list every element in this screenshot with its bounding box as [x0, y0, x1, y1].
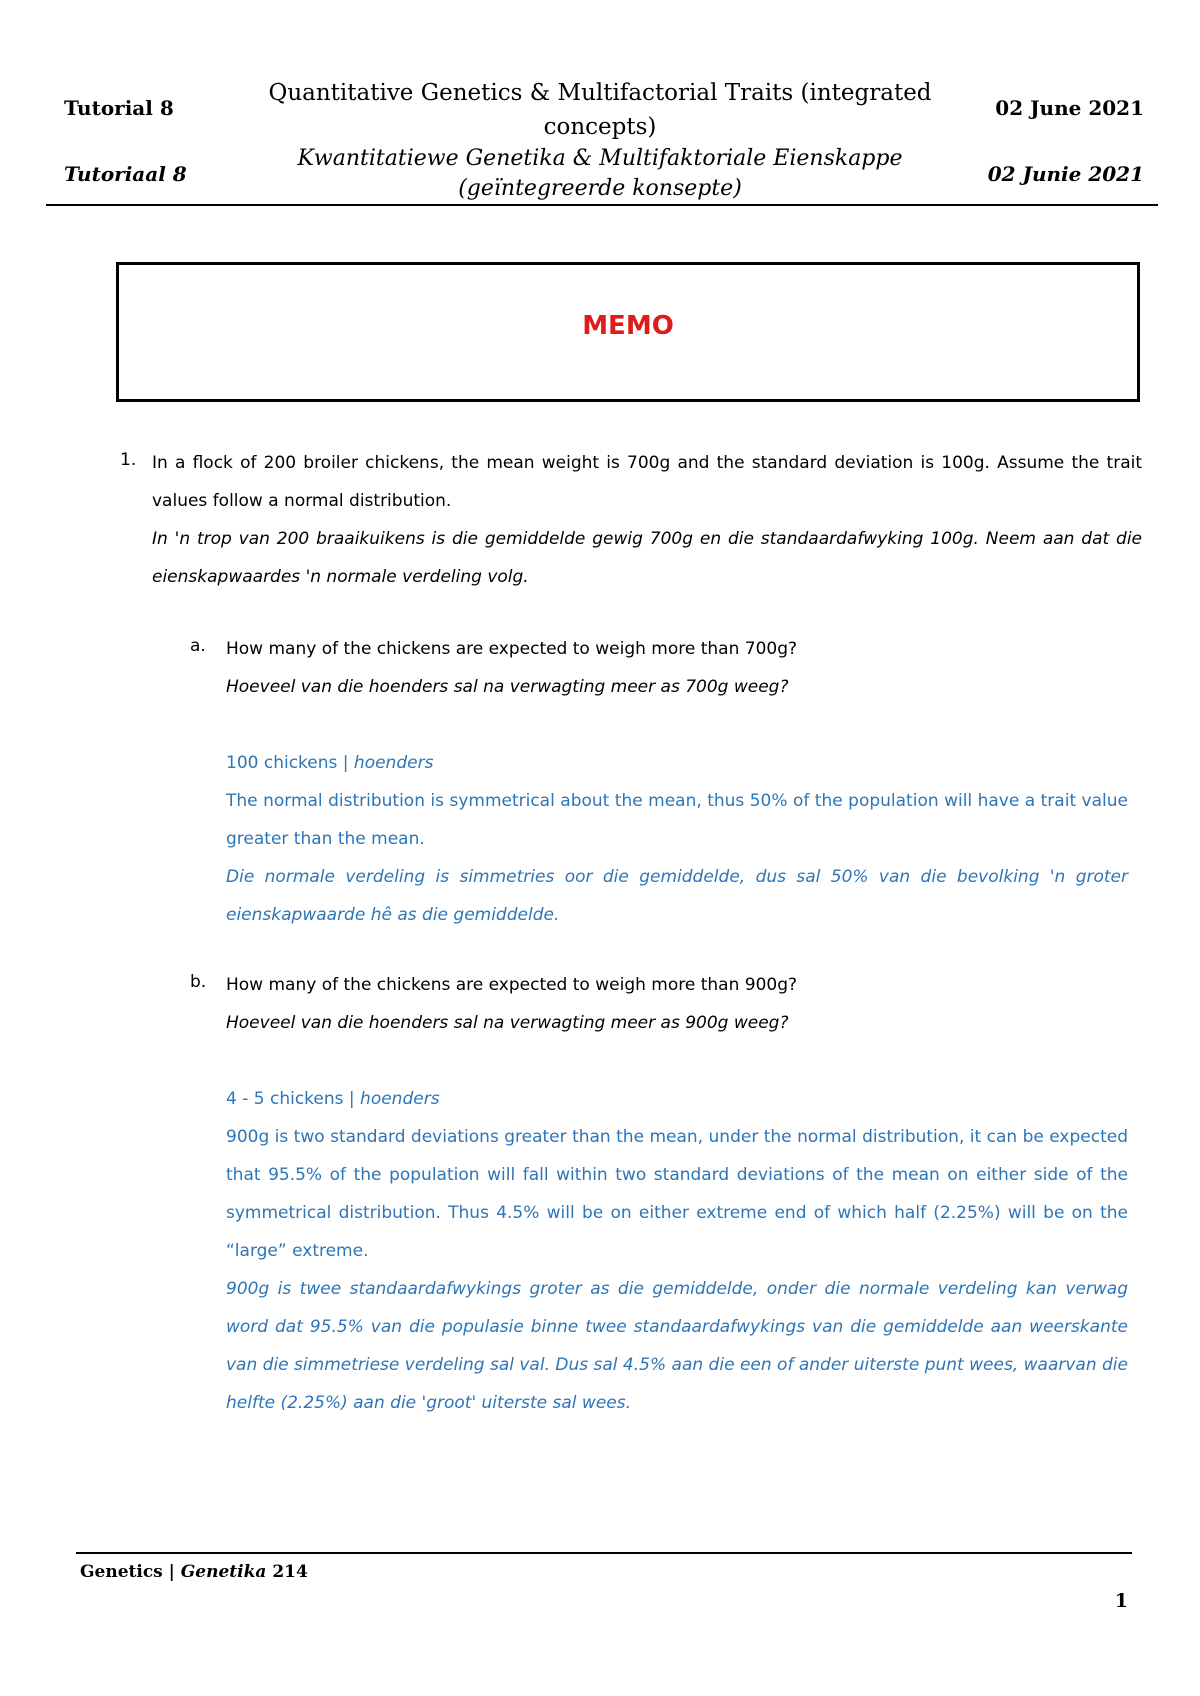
subquestion-b	[226, 966, 1128, 1042]
answer-b-af: hoenders	[360, 1089, 440, 1109]
subquestion-a	[226, 630, 1128, 706]
subquestion-a-text-en: How many of the chickens are expected to weigh more than 700g?	[226, 639, 798, 659]
answer-a-summary	[226, 744, 1128, 782]
subquestion-b-answer	[226, 1080, 1128, 1422]
subquestion-b-text-af: Hoeveel van die hoenders sal na verwagting meer as 900g weeg?	[226, 1013, 789, 1033]
subquestion-a-answer	[226, 744, 1128, 934]
question-text	[152, 444, 1142, 596]
footer-divider	[76, 1552, 1132, 1554]
document-date-af: 02 Junie 2021	[987, 162, 1144, 186]
answer-a-separator: |	[337, 753, 354, 773]
answer-b-en: 4 - 5 chickens	[226, 1089, 344, 1109]
document-title: Quantitative Genetics & Multifactorial Traits (integrated concepts)	[268, 80, 932, 140]
answer-b-summary	[226, 1080, 1128, 1118]
tutorial-label-af: Tutoriaal 8	[64, 162, 187, 186]
answer-b-separator: |	[343, 1089, 361, 1109]
subquestion-b-letter: b.	[190, 972, 207, 992]
footer-course-code: 214	[266, 1562, 308, 1582]
footer-course-af: Genetika	[180, 1562, 267, 1582]
subquestion-a-text-af: Hoeveel van die hoenders sal na verwagting meer as 700g weeg?	[226, 677, 789, 697]
answer-a-af: hoenders	[353, 753, 434, 773]
document-title-af: Kwantitatiewe Genetika & Multifaktoriale Eienskappe (geïntegreerde konsepte)	[297, 146, 903, 201]
memo-title: MEMO	[582, 311, 674, 341]
memo-box	[116, 262, 1140, 402]
answer-b-explanation-af: 900g is twee standaardafwykings groter as die gemiddelde, onder die normale verdeling kan verwag word dat 95.5% van die populasie binne twee standaardafwykings van die gemiddelde aan weerskante van die simmetriese verdeling sal val. Dus sal 4.5% aan die een of ander uiterste punt wees, waarvan die helfte (2.25%) aan die 'groot' uiterste sal wees.	[226, 1279, 1128, 1413]
answer-a-explanation-af: Die normale verdeling is simmetries oor die gemiddelde, dus sal 50% van die bevolking 'n groter eienskapwaarde hê as die gemiddelde.	[226, 867, 1128, 925]
question-number: 1.	[120, 450, 137, 470]
document-date: 02 June 2021	[995, 96, 1144, 120]
answer-a-en: 100 chickens	[226, 753, 338, 773]
answer-b-explanation-en: 900g is two standard deviations greater than the mean, under the normal distribution, it can be expected that 95.5% of the population will fall within two standard deviations of the mean on either side of the symmetrical distribution. Thus 4.5% will be on either extreme end of which half (2.25%) will be on the “large” extreme.	[226, 1127, 1128, 1261]
question-text-en: In a flock of 200 broiler chickens, the mean weight is 700g and the standard deviation is 100g. Assume the trait values follow a normal distribution.	[152, 453, 1142, 511]
footer-course-en: Genetics	[80, 1562, 163, 1582]
footer-course	[80, 1562, 308, 1582]
answer-a-explanation-en: The normal distribution is symmetrical about the mean, thus 50% of the population will have a trait value greater than the mean.	[226, 791, 1128, 849]
tutorial-label: Tutorial 8	[64, 96, 174, 120]
header-divider	[46, 204, 1158, 206]
page-number: 1	[1114, 1590, 1128, 1612]
footer-separator: |	[162, 1562, 181, 1582]
subquestion-a-letter: a.	[190, 636, 206, 656]
subquestion-b-text-en: How many of the chickens are expected to weigh more than 900g?	[226, 975, 798, 995]
question-text-af: In 'n trop van 200 braaikuikens is die gemiddelde gewig 700g en die standaardafwyking 100g. Neem aan dat die eienskapwaardes 'n normale verdeling volg.	[152, 529, 1142, 587]
